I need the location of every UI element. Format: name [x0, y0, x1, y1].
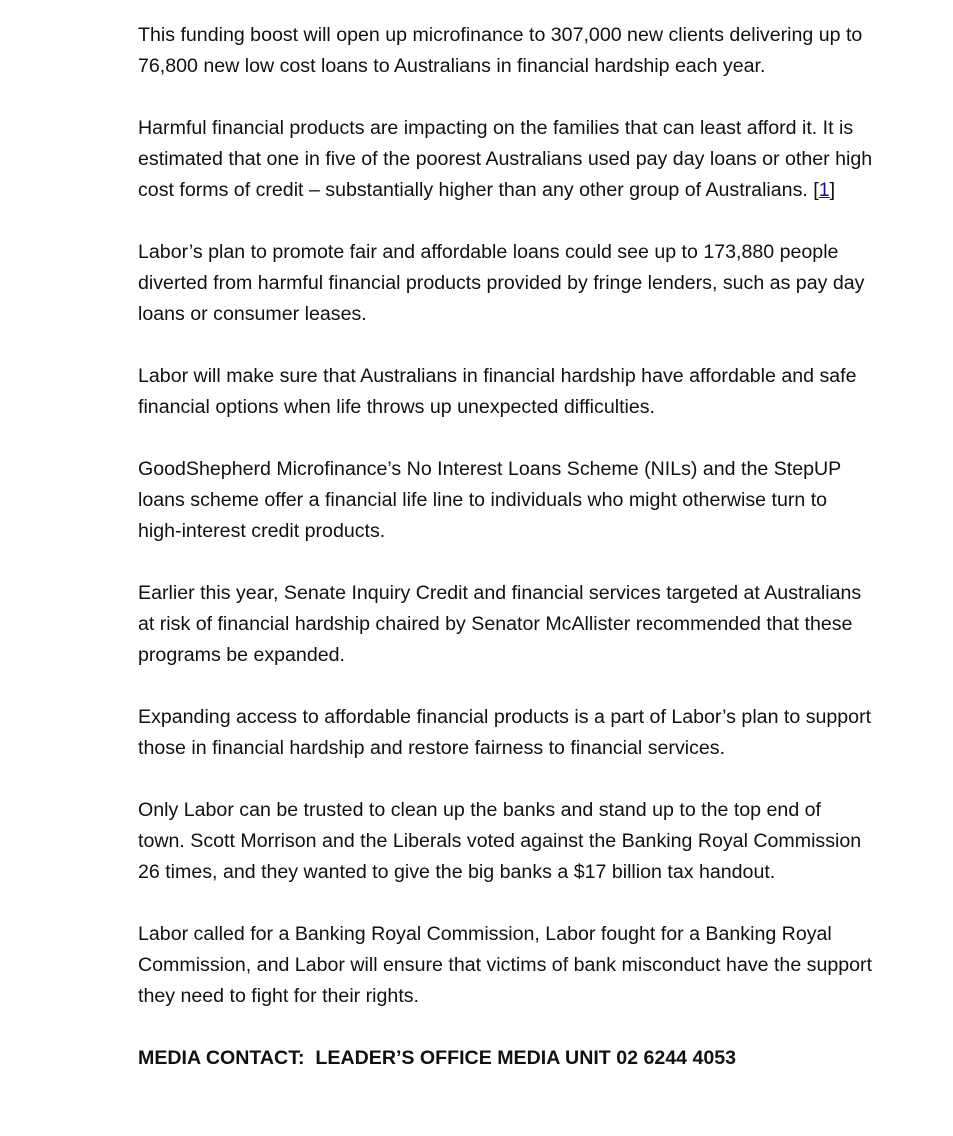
footnote-close-bracket: ]	[829, 179, 836, 201]
paragraph-harmful-products	[138, 113, 873, 206]
paragraph-expanding-access: Expanding access to affordable financial products is a part of Labor’s plan to support those in financial hardship and restore fairness to financial services.	[138, 706, 872, 759]
paragraph-goodshepherd: GoodShepherd Microfinance’s No Interest Loans Scheme (NILs) and the StepUP loans scheme offer a financial life line to individuals who might otherwise turn to high-interest credit products.	[138, 458, 841, 542]
paragraph-royal-commission: Labor called for a Banking Royal Commission, Labor fought for a Banking Royal Commission, and Labor will ensure that victims of bank misconduct have the support they need to fight for their rights.	[138, 923, 873, 1007]
paragraph-clean-up-banks: Only Labor can be trusted to clean up the banks and stand up to the top end of town. Scott Morrison and the Liberals voted against the Banking Royal Commission 26 times, and they wanted to give the big banks a $17 billion tax handout.	[138, 799, 862, 883]
paragraph-funding-boost: This funding boost will open up microfinance to 307,000 new clients delivering up to 76,800 new low cost loans to Australians in financial hardship each year.	[138, 24, 863, 77]
press-release-body	[138, 20, 873, 1074]
media-contact: MEDIA CONTACT: LEADER’S OFFICE MEDIA UNIT 02 6244 4053	[138, 1047, 737, 1069]
paragraph-harmful-products-text: Harmful financial products are impacting on the families that can least afford it. It is estimated that one in five of the poorest Australians used pay day loans or other high cost forms of credit – substantially higher than any other group of Australians.	[138, 117, 873, 201]
paragraph-senate-inquiry: Earlier this year, Senate Inquiry Credit and financial services targeted at Australians at risk of financial hardship chaired by Senator McAllister recommended that these programs be expanded.	[138, 582, 862, 666]
footnote-1-link[interactable]: 1	[818, 179, 830, 201]
paragraph-fair-loans-plan: Labor’s plan to promote fair and affordable loans could see up to 173,880 people diverted from harmful financial products provided by fringe lenders, such as pay day loans or consumer leases.	[138, 241, 865, 325]
footnote-open-bracket: [	[813, 179, 819, 201]
paragraph-safe-options: Labor will make sure that Australians in financial hardship have affordable and safe financial options when life throws up unexpected difficulties.	[138, 365, 857, 418]
